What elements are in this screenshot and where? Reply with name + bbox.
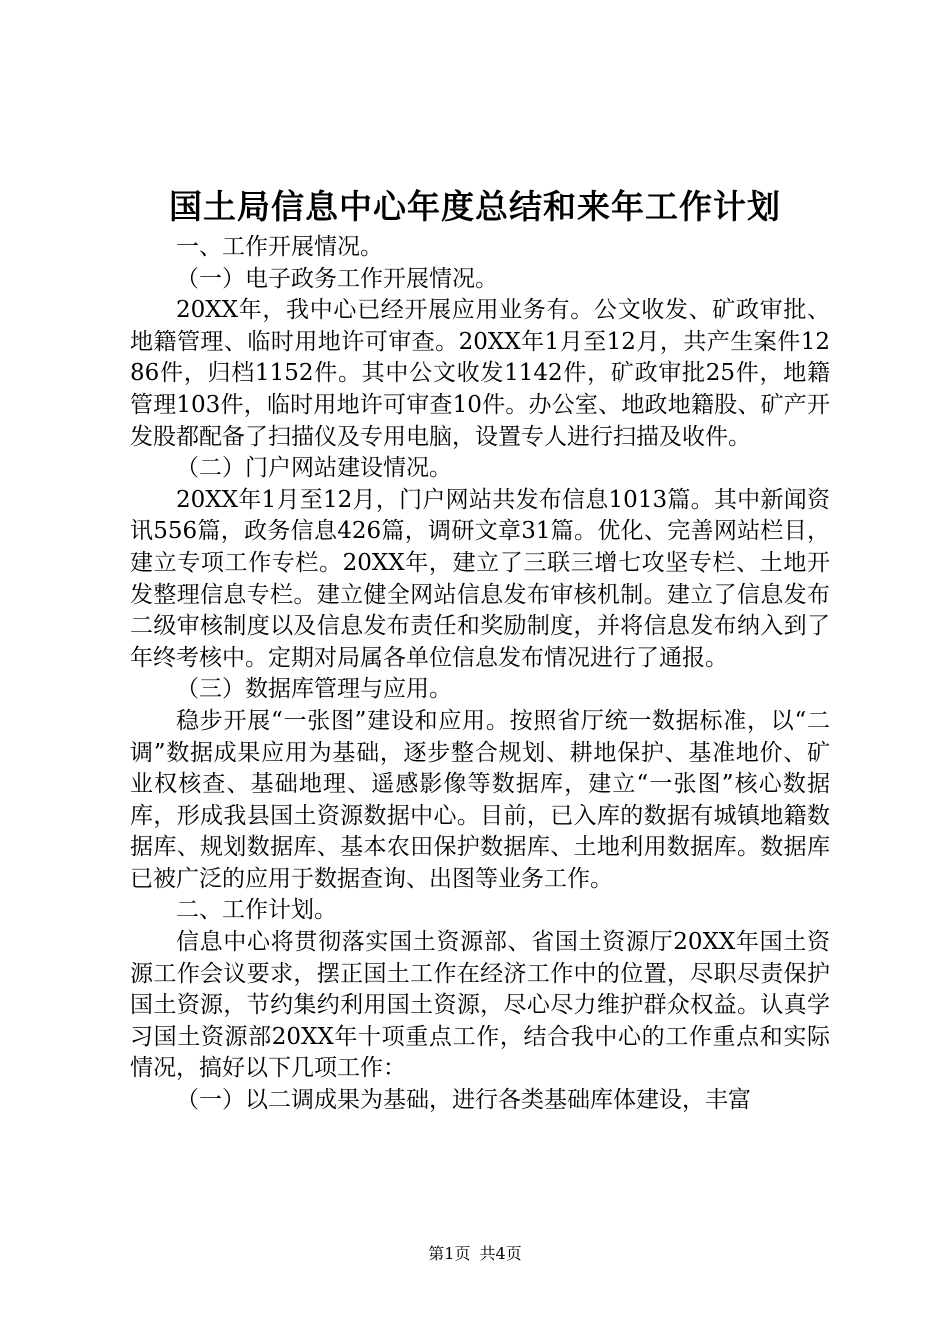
paragraph-e-government: 20XX年，我中心已经开展应用业务有。公文收发、矿政审批、地籍管理、临时用地许可审查。20XX年1月至12月，共产生案件1286件，归档1152件。其中公文收发1142件，矿政审批25件，地籍管理103件，临时用地许可审查10件。办公室、地政地籍股、矿产开发股都配备了扫描仪及专用电脑，设置专人进行扫描及收件。 (130, 297, 830, 450)
section-heading-work-status: 一、工作开展情况。 (176, 234, 383, 260)
page-total: 共4页 (479, 1244, 522, 1263)
page-footer (0, 1243, 950, 1265)
document-body (130, 232, 830, 1117)
page-number: 第1页 (428, 1244, 471, 1263)
paragraph-portal: 20XX年1月至12月，门户网站共发布信息1013篇。其中新闻资讯556篇，政务信息426篇，调研文章31篇。优化、完善网站栏目，建立专项工作专栏。20XX年，建立了三联三增七攻坚专栏、土地开发整理信息专栏。建立健全网站信息发布审核机制。建立了信息发布二级审核制度以及信息发布责任和奖励制度，并将信息发布纳入到了年终考核中。定期对局属各单位信息发布情况进行了通报。 (130, 486, 830, 671)
section-heading-work-plan: 二、工作计划。 (176, 897, 337, 924)
subsection-heading-e-government: （一）电子政务工作开展情况。 (176, 265, 498, 292)
subsection-heading-database: （三）数据库管理与应用。 (176, 676, 452, 703)
paragraph-plan-item-1: （一）以二调成果为基础，进行各类基础库体建设，丰富 (176, 1087, 751, 1114)
paragraph-database: 稳步开展“一张图”建设和应用。按照省厅统一数据标准，以“二调”数据成果应用为基础，逐步整合规划、耕地保护、基准地价、矿业权核查、基础地理、遥感影像等数据库，建立“一张图”核心数据库，形成我县国土资源数据中心。目前，已入库的数据有城镇地籍数据库、规划数据库、基本农田保护数据库、土地利用数据库。数据库已被广泛的应用于数据查询、出图等业务工作。 (130, 707, 830, 892)
subsection-heading-portal: （二）门户网站建设情况。 (176, 455, 452, 482)
paragraph-work-plan: 信息中心将贯彻落实国土资源部、省国土资源厅20XX年国土资源工作会议要求，摆正国土工作在经济工作中的位置，尽职尽责保护国土资源，节约集约利用国土资源，尽心尽力维护群众权益。认真学习国土资源部20XX年十项重点工作，结合我中心的工作重点和实际情况，搞好以下几项工作： (130, 929, 830, 1082)
document-title: 国土局信息中心年度总结和来年工作计划 (169, 187, 781, 226)
